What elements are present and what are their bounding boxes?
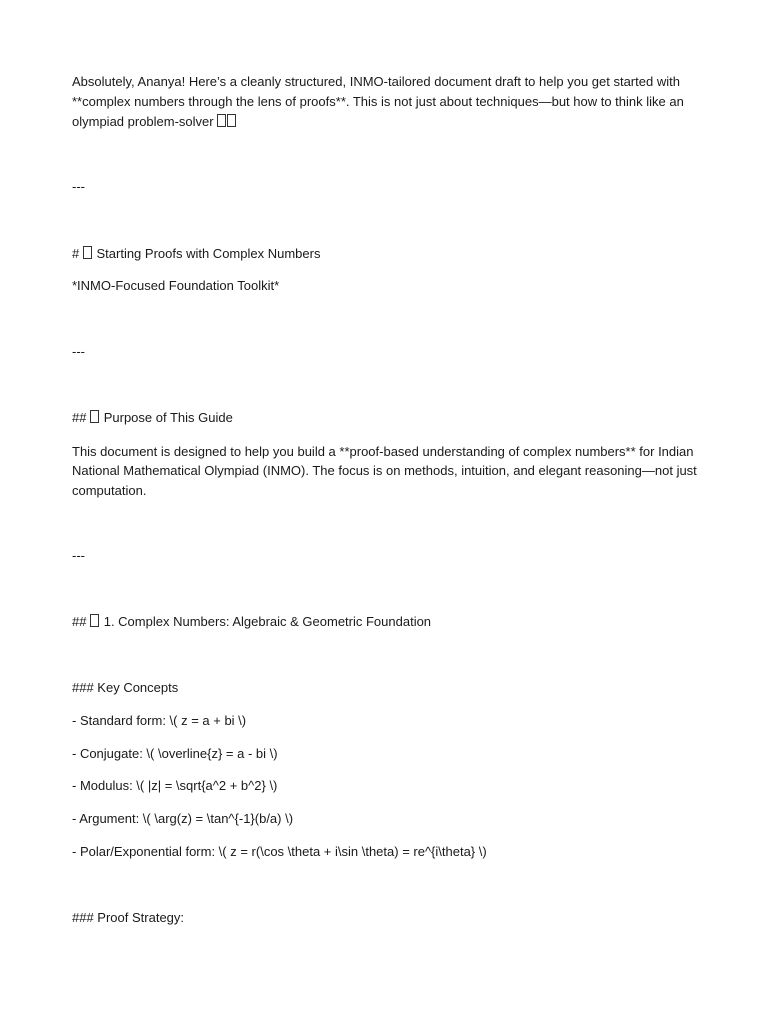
section1-heading-text: 1. Complex Numbers: Algebraic & Geometric Foundation xyxy=(103,614,432,629)
missing-glyph-icon xyxy=(90,410,99,423)
missing-glyph-icon xyxy=(83,246,92,259)
missing-glyph-icon xyxy=(227,114,236,127)
purpose-line-2: National Mathematical Olympiad (INMO). The focus is on methods, intuition, and elegant reasoning—not just xyxy=(72,463,697,478)
purpose-heading xyxy=(72,408,702,428)
purpose-line-3: computation. xyxy=(72,483,147,498)
section1-heading xyxy=(72,612,702,632)
proof-strategy-heading: ### Proof Strategy: xyxy=(72,910,185,925)
divider: --- xyxy=(72,344,85,359)
missing-glyph-icon xyxy=(90,614,99,627)
section1-heading-prefix: ## xyxy=(72,614,87,629)
list-item: - Argument: \( \arg(z) = \tan^{-1}(b/a) \) xyxy=(72,811,294,826)
purpose-heading-prefix: ## xyxy=(72,410,87,425)
list-item: - Modulus: \( |z| = \sqrt{a^2 + b^2} \) xyxy=(72,778,278,793)
missing-glyph-icon xyxy=(217,114,226,127)
list-item: - Standard form: \( z = a + bi \) xyxy=(72,713,247,728)
intro-line-2: **complex numbers through the lens of proofs**. This is not just about techniques—but how to think like an xyxy=(72,94,684,109)
intro-line-3-text: olympiad problem-solver xyxy=(72,114,214,129)
key-concepts-heading: ### Key Concepts xyxy=(72,680,179,695)
divider: --- xyxy=(72,548,85,563)
title-markdown-prefix: # xyxy=(72,246,80,261)
divider: --- xyxy=(72,179,85,194)
document-subtitle: *INMO-Focused Foundation Toolkit* xyxy=(72,278,280,293)
title-text: Starting Proofs with Complex Numbers xyxy=(96,246,321,261)
list-item: - Polar/Exponential form: \( z = r(\cos \theta + i\sin \theta) = re^{i\theta} \) xyxy=(72,844,487,859)
purpose-heading-text: Purpose of This Guide xyxy=(103,410,233,425)
document-title xyxy=(72,244,702,264)
purpose-line-1: This document is designed to help you build a **proof-based understanding of complex numbers** for Indian xyxy=(72,444,694,459)
list-item: - Conjugate: \( \overline{z} = a - bi \) xyxy=(72,746,278,761)
intro-line-3 xyxy=(72,112,702,132)
intro-line-1: Absolutely, Ananya! Here’s a cleanly structured, INMO-tailored document draft to help you get started with xyxy=(72,74,680,89)
